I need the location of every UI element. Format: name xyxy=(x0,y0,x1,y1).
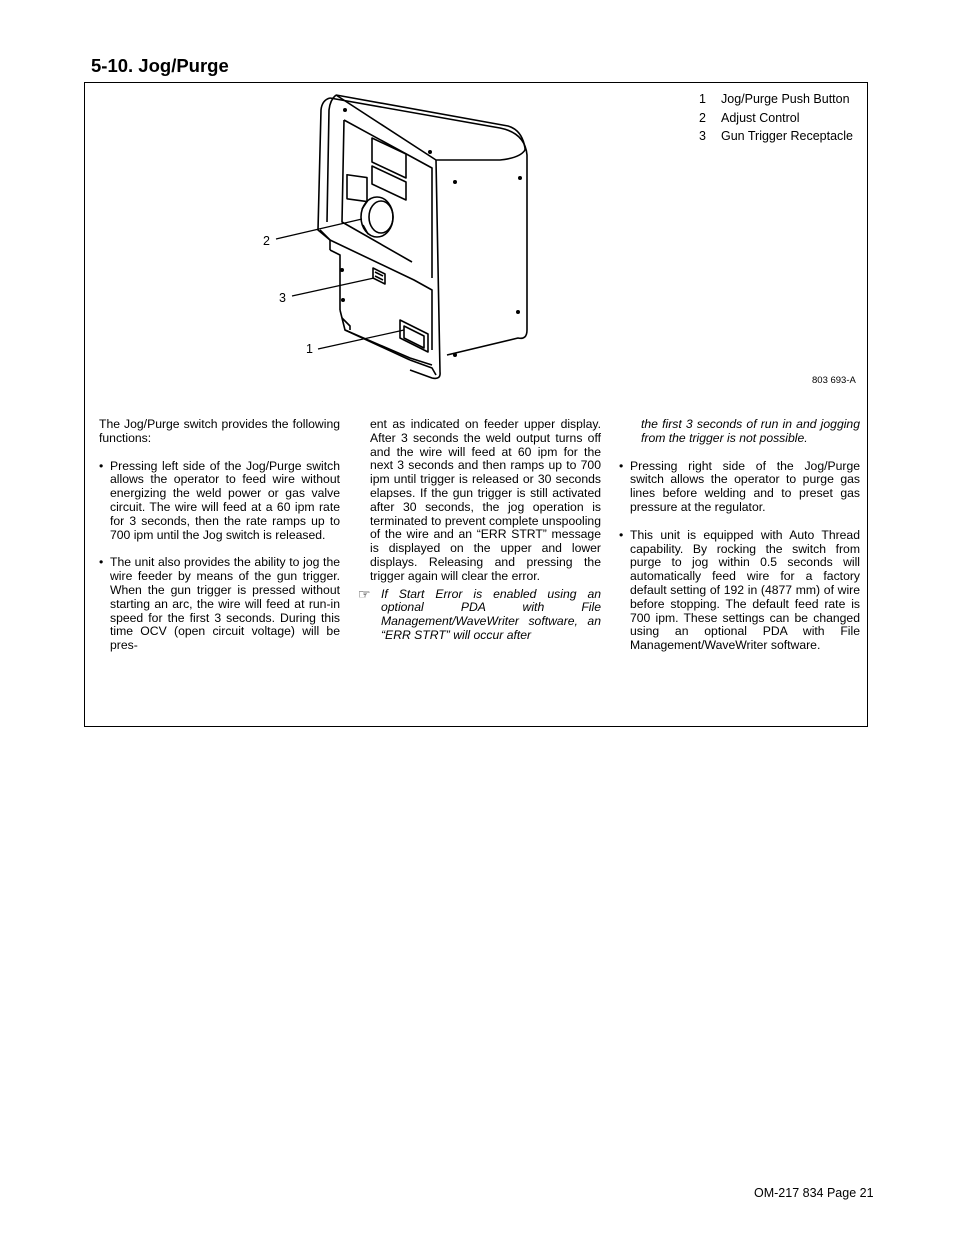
bullet-text: This unit is equipped with Auto Thread capability. By rocking the switch from purge to jog within 0.5 seconds will automatically feed wire for a factory default setting of 192 in (4877 mm) of wire before stopping. The default feed rate is 700 ipm. These settings can be changed using an optional PDA with File Management/WaveWriter software. xyxy=(630,527,860,653)
legend-item xyxy=(699,109,853,128)
bullet-text: Pressing right side of the Jog/Purge switch allows the operator to purge gas lines before welding and to preset gas pressure at the regulator. xyxy=(630,458,860,514)
bullet-icon: • xyxy=(619,458,624,473)
figure-legend xyxy=(699,90,853,146)
text-column-2 xyxy=(358,417,601,643)
note-block xyxy=(358,585,601,643)
text-column-1 xyxy=(99,418,340,667)
legend-label: Jog/Purge Push Button xyxy=(721,92,850,106)
legend-label: Gun Trigger Receptacle xyxy=(721,129,854,143)
callout-1: 1 xyxy=(306,342,313,356)
bullet-icon: • xyxy=(619,527,624,542)
bullet-item xyxy=(619,529,860,653)
note-text: If Start Error is enabled using an optional PDA with File Management/WaveWriter software, an “ERR STRT” will occur after xyxy=(381,586,601,642)
bullet-item xyxy=(99,556,340,653)
text-column-3 xyxy=(619,418,860,667)
legend-label: Adjust Control xyxy=(721,110,800,125)
legend-item xyxy=(699,127,853,146)
bullet-text: The unit also provides the ability to jog the wire feeder by means of the gun trigger. When the gun trigger is pressed without starting an arc, the wire will feed at run-in speed for the first 3 seconds. During this time OCV (open circuit voltage) will be pres- xyxy=(110,555,340,653)
callout-3: 3 xyxy=(279,291,286,305)
bullet-item xyxy=(619,460,860,515)
note-continuation: the first 3 seconds of run in and jogging from the trigger is not possible. xyxy=(641,417,860,445)
intro-paragraph: The Jog/Purge switch provides the following functions: xyxy=(99,417,340,445)
legend-item xyxy=(699,90,853,109)
section-title: 5-10. Jog/Purge xyxy=(91,55,229,76)
bullet-continuation: ent as indicated on feeder upper display. After 3 seconds the weld output turns off and the wire will feed at 60 ipm for the next 3 seconds and then ramps up to 700 ipm until trigger is released or 30 seconds elapses. If the gun trigger is still activated after 30 seconds, the jog operation is terminated to prevent complete unspooling of the wire and an “ERR STRT” message is displayed on the upper and lower displays. Releasing and pressing the trigger again will clear the error. xyxy=(370,417,601,583)
page-footer: OM-217 834 Page 21 xyxy=(754,1186,874,1200)
pointing-hand-icon: ☞ xyxy=(358,585,371,602)
legend-number: 3 xyxy=(699,129,706,143)
legend-number: 1 xyxy=(699,92,706,106)
legend-number: 2 xyxy=(699,110,706,125)
bullet-item xyxy=(99,460,340,543)
bullet-icon: • xyxy=(99,555,104,570)
wire-feeder-illustration xyxy=(250,92,550,392)
callout-2: 2 xyxy=(263,234,270,248)
bullet-icon: • xyxy=(99,458,104,473)
bullet-text: Pressing left side of the Jog/Purge switch allows the operator to feed wire without energizing the weld power or gas valve circuit. The wire will feed at a 60 ipm rate for 3 seconds, then the rate ramps up to 700 ipm until the Jog switch is released. xyxy=(110,458,340,542)
figure-id: 803 693-A xyxy=(812,375,856,386)
